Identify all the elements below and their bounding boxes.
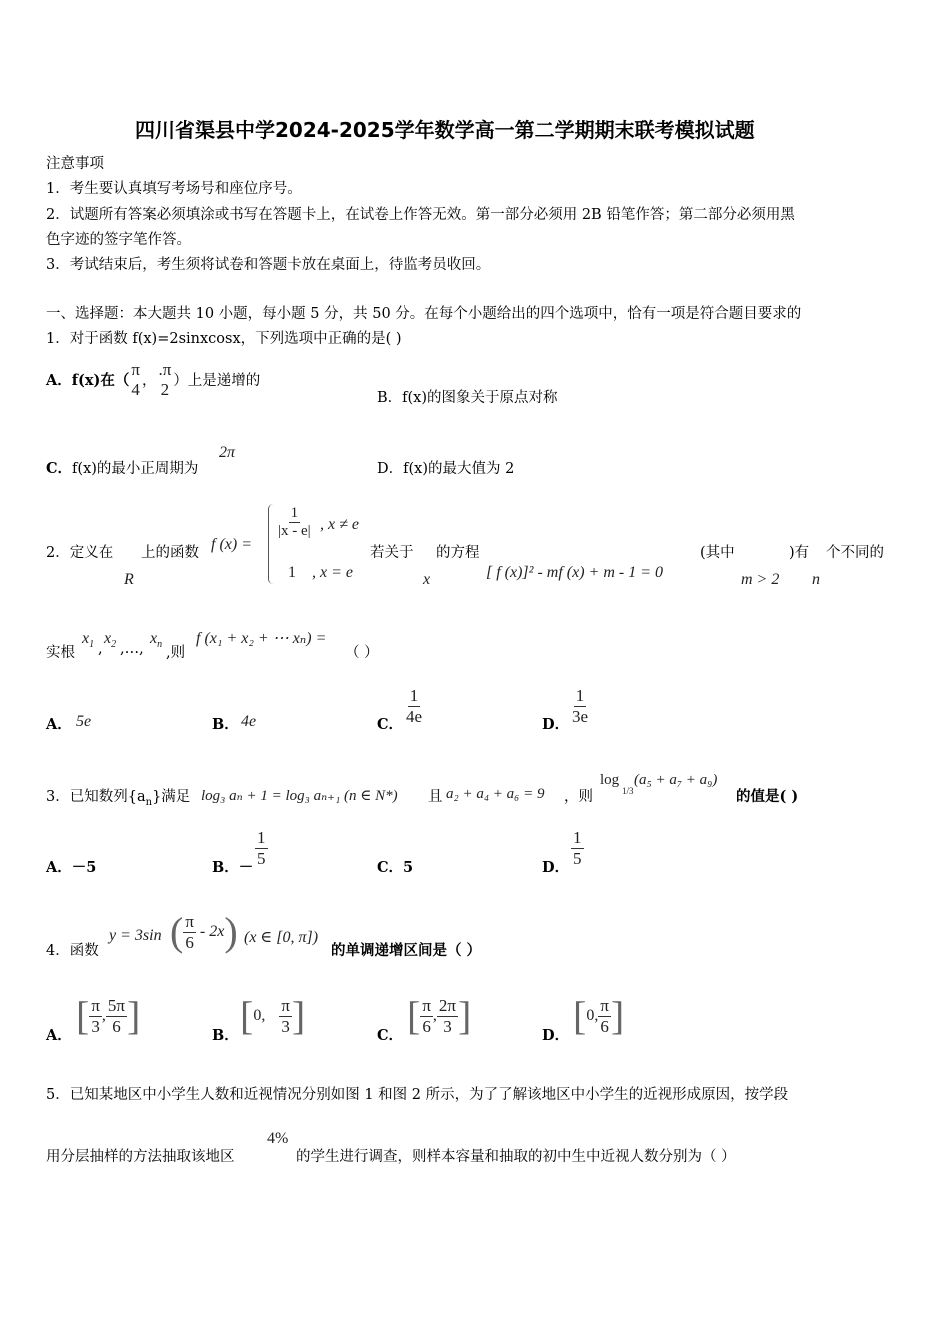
q2-c-label: C． bbox=[377, 716, 404, 733]
q4-d-label: D． bbox=[542, 1027, 570, 1044]
q3-sum: a₂ + a₄ + a₆ = 9 bbox=[446, 786, 545, 802]
q2-x: x bbox=[423, 571, 431, 588]
q3-option-c: C．5 bbox=[377, 859, 414, 876]
q2-line2-pre: 实根 bbox=[46, 645, 75, 661]
q1-option-b: B．f(x)的图象关于原点对称 bbox=[377, 390, 558, 406]
q2-dots: ,…, bbox=[120, 641, 144, 657]
notice-item-3: 3．考试结束后，考生须将试卷和答题卡放在桌面上，待监考员收回。 bbox=[46, 257, 491, 273]
q3-b-label: B．－ bbox=[212, 859, 254, 876]
q1-a-frac-2: .π 2 bbox=[158, 360, 172, 399]
q4-b-label: B． bbox=[212, 1027, 239, 1044]
q2-paren: （ ） bbox=[345, 645, 379, 661]
q2-fsum: f (x₁ + x₂ + ⋯ xₙ) = bbox=[196, 630, 327, 647]
q2-x1: $x_1$ bbox=[82, 630, 95, 650]
q2-R: R bbox=[124, 571, 134, 588]
q2-b-label: B． bbox=[212, 716, 239, 733]
q2-text-6: )有 bbox=[789, 545, 810, 561]
q2-equation: [ f (x)]² - mf (x) + m - 1 = 0 bbox=[486, 564, 664, 581]
q3-log-base: 1/3 bbox=[622, 786, 634, 796]
q2-sep: , bbox=[98, 641, 103, 657]
q4-stem-1: 4．函数 bbox=[46, 943, 99, 959]
q2-text-1: 2．定义在 bbox=[46, 545, 114, 561]
q2-x2: $x_2$ bbox=[104, 630, 117, 650]
q2-xn: $x_n$ bbox=[150, 630, 163, 650]
q2-text-7: 个不同的 bbox=[826, 545, 884, 561]
q1-stem: 1．对于函数 f(x)=2sinxcosx，下列选项中正确的是( ) bbox=[46, 331, 402, 347]
q1-a-comma: ， bbox=[141, 373, 157, 390]
q2-d-frac: $\frac{1}{3e}$ bbox=[572, 686, 589, 726]
q4-c-interval: [ $\frac{\pi}{6}$ , $\frac{2\pi}{3}$ ] bbox=[407, 993, 472, 1039]
q1-option-a bbox=[46, 360, 260, 399]
q2-d-label: D． bbox=[542, 716, 570, 733]
q4-c-label: C． bbox=[377, 1027, 404, 1044]
q4-stem-2: 的单调递增区间是（ ） bbox=[331, 942, 482, 959]
q1-option-c bbox=[46, 457, 198, 478]
q3-b-frac: $\frac{1}{5}$ bbox=[257, 828, 266, 868]
q4-b-interval: [ 0, $\frac{\pi}{3}$ ] bbox=[240, 993, 306, 1039]
notice-item-2-cont: 色字迹的签字笔作答。 bbox=[46, 232, 191, 248]
q2-piece-cond-2: , x = e bbox=[312, 564, 353, 581]
q3-and: 且 bbox=[428, 789, 443, 805]
q3-d-frac: $\frac{1}{5}$ bbox=[573, 828, 582, 868]
q3-stem-2: 的值是( ) bbox=[736, 788, 799, 805]
q4-domain: (x ∈ [0, π]) bbox=[244, 929, 319, 946]
q1-a-pre: f(x)在（ bbox=[71, 372, 130, 390]
q4-a-label: A． bbox=[46, 1027, 72, 1044]
q2-text-3: 若关于 bbox=[370, 545, 414, 561]
q1-a-label: A． bbox=[46, 372, 72, 390]
q2-cond: m > 2 bbox=[741, 571, 780, 588]
q4-arg: ( $\frac{\pi}{6}$ - 2x ) bbox=[170, 909, 238, 955]
q2-a-label: A． bbox=[46, 716, 72, 733]
q2-piece-1: $\frac{1}{|x - e|}$ bbox=[278, 505, 311, 540]
q1-a-frac-1: π 4 bbox=[131, 360, 140, 399]
q5-line-2-post: 的学生进行调查，则样本容量和抽取的初中生中近视人数分别为（ ） bbox=[296, 1149, 736, 1165]
q3-log-arg: (a₅ + a₇ + a₉) bbox=[634, 772, 718, 788]
q1-a-post: ）上是递增的 bbox=[173, 373, 261, 390]
section-heading: 一、选择题：本大题共 10 小题，每小题 5 分，共 50 分。在每个小题给出的四个选项中，恰有一项是符合题目要求的 bbox=[46, 306, 802, 322]
q4-fn: y = 3sin bbox=[109, 927, 162, 944]
q2-piece-cond-1: , x ≠ e bbox=[320, 516, 359, 533]
q3-log: log bbox=[600, 772, 620, 788]
q2-b-value: 4e bbox=[241, 713, 257, 730]
notice-item-1: 1．考生要认真填写考场号和座位序号。 bbox=[46, 181, 302, 197]
q3-condition: log₃ aₙ + 1 = log₃ aₙ₊₁ (n ∈ N*) bbox=[201, 788, 398, 804]
q3-stem-1: 3．已知数列$\{a_n\}$满足 bbox=[46, 789, 191, 808]
q5-percent: 4% bbox=[267, 1130, 289, 1147]
q2-text-5: (其中 bbox=[700, 545, 735, 561]
notice-heading: 注意事项 bbox=[46, 156, 104, 172]
q2-c-frac: $\frac{1}{4e}$ bbox=[406, 686, 423, 726]
q5-line-1: 5．已知某地区中小学生人数和近视情况分别如图 1 和图 2 所示，为了了解该地区中小学生的近视形成原因，按学段 bbox=[46, 1087, 789, 1103]
q2-then: ,则 bbox=[166, 645, 186, 661]
q4-a-interval: [ $\frac{\pi}{3}$ , $\frac{5\pi}{6}$ ] bbox=[76, 993, 141, 1039]
q2-text-2: 上的函数 bbox=[141, 545, 199, 561]
q2-piece-val-2: 1 bbox=[288, 564, 296, 581]
page-title: 四川省渠县中学2024-2025学年数学高一第二学期期末联考模拟试题 bbox=[135, 118, 755, 142]
q2-a-value: 5e bbox=[76, 713, 92, 730]
q2-n: n bbox=[812, 571, 820, 588]
notice-item-2: 2．试题所有答案必须填涂或书写在答题卡上，在试卷上作答无效。第一部分必须用 2B 铅笔作答；第二部分必须用黑 bbox=[46, 207, 795, 223]
q2-text-4: 的方程 bbox=[436, 545, 480, 561]
q4-d-interval: [ 0, $\frac{\pi}{6}$ ] bbox=[573, 993, 625, 1039]
q3-option-a: A．－5 bbox=[46, 859, 97, 876]
q1-option-d: D．f(x)的最大值为 2 bbox=[377, 461, 515, 477]
q3-then: ，则 bbox=[564, 789, 593, 805]
q3-d-label: D． bbox=[542, 859, 570, 876]
q2-fx: f (x) = bbox=[211, 536, 252, 553]
q2-piecewise-brace bbox=[268, 504, 273, 584]
q5-line-2-pre: 用分层抽样的方法抽取该地区 bbox=[46, 1149, 235, 1165]
q1-c-math: 2π bbox=[219, 444, 236, 461]
q1-c-text: f(x)的最小正周期为 bbox=[72, 461, 199, 477]
q1-c-label: C． bbox=[46, 460, 73, 477]
